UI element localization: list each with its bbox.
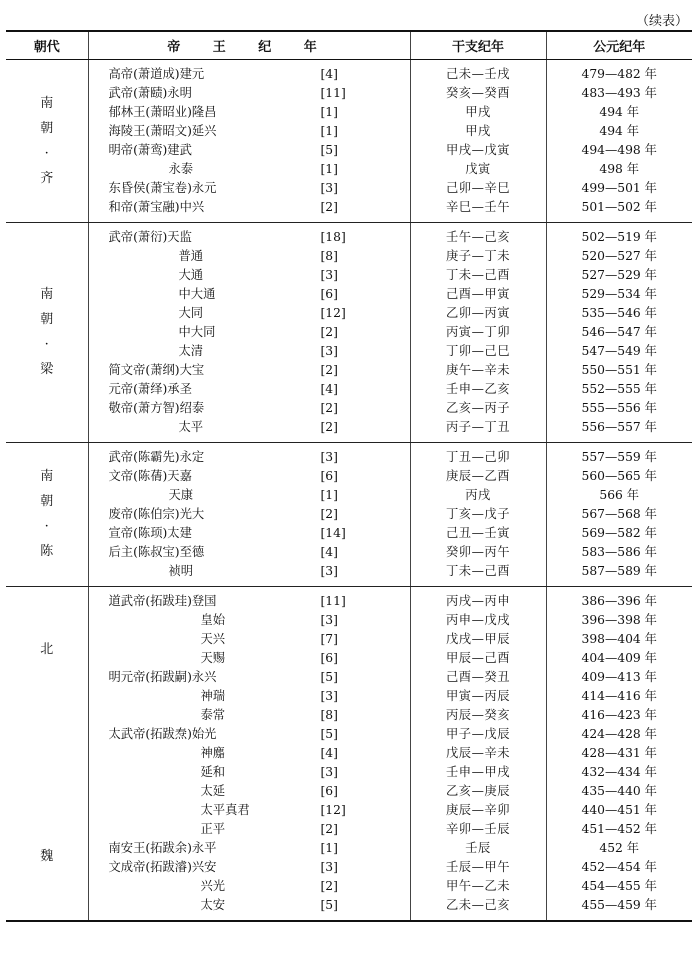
reign-years: [5] <box>320 898 338 912</box>
reign-line <box>89 839 410 858</box>
reign-line <box>89 361 410 380</box>
reign-line <box>89 84 410 103</box>
reign-line <box>89 141 410 160</box>
reign-years: [2] <box>320 822 338 836</box>
reign-years: [1] <box>320 841 338 855</box>
reign-years: [12] <box>320 306 346 320</box>
reign-line <box>89 198 410 217</box>
ganzhi-value: 壬辰—甲午 <box>446 860 510 874</box>
dynasty-char: 朝 <box>40 312 54 327</box>
header-ad: 公元纪年 <box>546 31 692 60</box>
ganzhi-value: 己未—壬戌 <box>446 67 510 81</box>
ad-value: 494 年 <box>599 124 640 138</box>
ganzhi-value: 壬申—甲戌 <box>446 765 510 779</box>
ganzhi-value: 壬午—己亥 <box>446 230 510 244</box>
ad-value: 502—519 年 <box>581 230 657 244</box>
reign-line <box>89 649 410 668</box>
ad-value: 432—434 年 <box>581 765 657 779</box>
ad-value: 587—589 年 <box>581 564 657 578</box>
reign-line <box>89 706 410 725</box>
reign-years: [3] <box>320 765 338 779</box>
ad-value: 520—527 年 <box>581 249 657 263</box>
ad-value: 583—586 年 <box>581 545 657 559</box>
reign-name: 明帝(萧鸾)建武 <box>108 143 192 157</box>
ganzhi-value: 己卯—辛巳 <box>446 181 510 195</box>
reign-line <box>89 65 410 84</box>
reign-line <box>89 562 410 581</box>
ad-value: 452—454 年 <box>581 860 657 874</box>
reign-name: 和帝(萧宝融)中兴 <box>108 200 205 214</box>
dynasty-char: · <box>44 519 49 534</box>
reign-table <box>6 30 692 922</box>
reign-name: 普通 <box>178 249 204 263</box>
ganzhi-value: 壬辰 <box>465 841 491 855</box>
ad-value: 501—502 年 <box>581 200 657 214</box>
ganzhi-value: 丁丑—己卯 <box>446 450 510 464</box>
ad-value: 396—398 年 <box>581 613 657 627</box>
ganzhi-value: 丁未—己酉 <box>446 564 510 578</box>
reign-name: 天赐 <box>200 651 226 665</box>
reign-name: 武帝(萧衍)天监 <box>108 230 192 244</box>
ganzhi-value: 甲子—戊辰 <box>446 727 510 741</box>
dynasty-char: 朝 <box>40 120 54 136</box>
dynasty-group <box>6 60 692 223</box>
reign-line <box>89 687 410 706</box>
reign-name: 东昏侯(萧宝卷)永元 <box>108 181 217 195</box>
reign-years: [6] <box>320 287 338 301</box>
dynasty-char: 陈 <box>40 544 54 559</box>
ganzhi-value: 甲戌—戊寅 <box>446 143 510 157</box>
ganzhi-value: 甲午—乙未 <box>446 879 510 893</box>
ad-value: 494 年 <box>599 105 640 119</box>
ad-cell <box>546 223 692 443</box>
dynasty-char: · <box>44 337 49 352</box>
reign-line <box>89 524 410 543</box>
reign-name: 后主(陈叔宝)至德 <box>108 545 205 559</box>
reign-line <box>89 285 410 304</box>
ad-value: 483—493 年 <box>581 86 657 100</box>
ad-value: 535—546 年 <box>581 306 657 320</box>
header-reign: 帝 王 纪 年 <box>88 31 410 60</box>
reign-years: [3] <box>320 689 338 703</box>
reign-years: [3] <box>320 860 338 874</box>
reign-line <box>89 801 410 820</box>
ganzhi-value: 庚辰—乙酉 <box>446 469 510 483</box>
ad-value: 416—423 年 <box>581 708 657 722</box>
reign-years: [3] <box>320 613 338 627</box>
ganzhi-value: 丙戌 <box>465 488 491 502</box>
reign-line <box>89 247 410 266</box>
reign-line <box>89 820 410 839</box>
dynasty-group <box>6 587 692 922</box>
reign-line <box>89 763 410 782</box>
ad-value: 566 年 <box>599 488 640 502</box>
dynasty-group <box>6 443 692 587</box>
ganzhi-value: 己丑—壬寅 <box>446 526 510 540</box>
reign-years: [7] <box>320 632 338 646</box>
reign-name: 文成帝(拓跋濬)兴安 <box>108 860 217 874</box>
reign-name: 高帝(萧道成)建元 <box>108 67 205 81</box>
reign-line <box>89 304 410 323</box>
ad-value: 451—452 年 <box>581 822 657 836</box>
dynasty-cell <box>6 60 88 223</box>
reign-line <box>89 896 410 915</box>
ganzhi-value: 己酉—癸丑 <box>446 670 510 684</box>
reign-years: [5] <box>320 727 338 741</box>
reign-line <box>89 228 410 247</box>
reign-years: [1] <box>320 105 338 119</box>
reign-line <box>89 467 410 486</box>
dynasty-char: 梁 <box>40 362 54 377</box>
ad-value: 552—555 年 <box>581 382 657 396</box>
reign-cell <box>88 223 410 443</box>
reign-cell <box>88 587 410 922</box>
header-row <box>6 31 692 60</box>
ad-value: 556—557 年 <box>581 420 657 434</box>
reign-name: 天兴 <box>200 632 226 646</box>
ganzhi-value: 丙寅—丁卯 <box>446 325 510 339</box>
reign-years: [2] <box>320 879 338 893</box>
table-body <box>6 60 692 922</box>
reign-years: [2] <box>320 507 338 521</box>
reign-name: 太武帝(拓跋焘)始光 <box>108 727 217 741</box>
reign-line <box>89 505 410 524</box>
reign-name: 泰常 <box>200 708 226 722</box>
reign-name: 郁林王(萧昭业)隆昌 <box>108 105 217 119</box>
reign-name: 延和 <box>200 765 226 779</box>
ganzhi-value: 乙亥—丙子 <box>446 401 510 415</box>
continued-label: （续表） <box>635 14 688 29</box>
header-dynasty: 朝代 <box>6 31 88 60</box>
reign-name: 南安王(拓跋余)永平 <box>108 841 217 855</box>
ad-value: 527—529 年 <box>581 268 657 282</box>
reign-cell <box>88 60 410 223</box>
dynasty-char: 南 <box>40 95 54 111</box>
ad-value: 567—568 年 <box>581 507 657 521</box>
reign-line <box>89 418 410 437</box>
reign-name: 神瑞 <box>200 689 226 703</box>
reign-name: 太平 <box>178 420 204 434</box>
reign-years: [5] <box>320 670 338 684</box>
reign-name: 简文帝(萧纲)大宝 <box>108 363 205 377</box>
reign-years: [2] <box>320 325 338 339</box>
reign-years: [3] <box>320 450 338 464</box>
reign-line <box>89 323 410 342</box>
reign-years: [12] <box>320 803 346 817</box>
ad-value: 499—501 年 <box>581 181 657 195</box>
ad-value: 569—582 年 <box>581 526 657 540</box>
ganzhi-value: 丁未—己酉 <box>446 268 510 282</box>
ad-value: 414—416 年 <box>581 689 657 703</box>
ad-cell <box>546 60 692 223</box>
reign-name: 文帝(陈蒨)天嘉 <box>108 469 192 483</box>
ad-value: 546—547 年 <box>581 325 657 339</box>
reign-name: 神䴥 <box>200 746 226 760</box>
ad-value: 428—431 年 <box>581 746 657 760</box>
reign-name: 正平 <box>200 822 226 836</box>
ad-value: 550—551 年 <box>581 363 657 377</box>
reign-name: 太清 <box>178 344 204 358</box>
ganzhi-value: 戊辰—辛未 <box>446 746 510 760</box>
reign-name: 大通 <box>178 268 204 282</box>
reign-years: [4] <box>320 67 338 81</box>
ad-value: 555—556 年 <box>581 401 657 415</box>
ad-value: 452 年 <box>599 841 640 855</box>
ganzhi-value: 甲辰—己酉 <box>446 651 510 665</box>
ganzhi-value: 壬申—乙亥 <box>446 382 510 396</box>
reign-name: 兴光 <box>200 879 226 893</box>
ad-value: 479—482 年 <box>581 67 657 81</box>
dynasty-char: 南 <box>40 287 54 302</box>
reign-years: [11] <box>320 594 346 608</box>
ad-value: 409—413 年 <box>581 670 657 684</box>
reign-name: 永泰 <box>168 162 194 176</box>
reign-line <box>89 592 410 611</box>
ganzhi-value: 甲戌 <box>465 105 491 119</box>
reign-name: 太安 <box>200 898 226 912</box>
reign-years: [2] <box>320 420 338 434</box>
reign-line <box>89 543 410 562</box>
reign-years: [6] <box>320 651 338 665</box>
ad-value: 547—549 年 <box>581 344 657 358</box>
dynasty-group <box>6 223 692 443</box>
ganzhi-value: 戊寅 <box>465 162 491 176</box>
reign-name: 祯明 <box>168 564 194 578</box>
ganzhi-value: 庚午—辛未 <box>446 363 510 377</box>
ad-value: 398—404 年 <box>581 632 657 646</box>
reign-name: 武帝(萧赜)永明 <box>108 86 192 100</box>
reign-years: [11] <box>320 86 346 100</box>
reign-line <box>89 611 410 630</box>
reign-years: [6] <box>320 784 338 798</box>
reign-line <box>89 399 410 418</box>
reign-name: 皇始 <box>200 613 226 627</box>
header-ganzhi: 干支纪年 <box>410 31 546 60</box>
ad-value: 386—396 年 <box>581 594 657 608</box>
reign-years: [4] <box>320 545 338 559</box>
dynasty-cell <box>6 443 88 587</box>
reign-years: [3] <box>320 181 338 195</box>
ganzhi-value: 丙辰—癸亥 <box>446 708 510 722</box>
ad-value: 404—409 年 <box>581 651 657 665</box>
reign-years: [1] <box>320 124 338 138</box>
ad-value: 529—534 年 <box>581 287 657 301</box>
reign-line <box>89 668 410 687</box>
reign-years: [3] <box>320 268 338 282</box>
ad-value: 440—451 年 <box>581 803 657 817</box>
ganzhi-value: 庚辰—辛卯 <box>446 803 510 817</box>
dynasty-char: 南 <box>40 469 54 484</box>
reign-years: [6] <box>320 469 338 483</box>
reign-years: [14] <box>320 526 346 540</box>
ganzhi-value: 辛巳—壬午 <box>446 200 510 214</box>
reign-years: [8] <box>320 249 338 263</box>
reign-name: 元帝(萧绎)承圣 <box>108 382 192 396</box>
ganzhi-value: 乙未—己亥 <box>446 898 510 912</box>
reign-name: 中大通 <box>178 287 216 301</box>
ganzhi-value: 甲寅—丙辰 <box>446 689 510 703</box>
ganzhi-cell <box>410 443 546 587</box>
ganzhi-value: 乙亥—庚辰 <box>446 784 510 798</box>
ganzhi-value: 乙卯—丙寅 <box>446 306 510 320</box>
reign-line <box>89 782 410 801</box>
reign-name: 大同 <box>178 306 204 320</box>
ad-value: 454—455 年 <box>581 879 657 893</box>
reign-line <box>89 744 410 763</box>
ad-value: 498 年 <box>599 162 640 176</box>
reign-years: [18] <box>320 230 346 244</box>
ganzhi-value: 辛卯—壬辰 <box>446 822 510 836</box>
reign-name: 废帝(陈伯宗)光大 <box>108 507 205 521</box>
reign-line <box>89 877 410 896</box>
dynasty-char: 朝 <box>40 494 54 509</box>
reign-line <box>89 179 410 198</box>
reign-years: [2] <box>320 200 338 214</box>
ad-cell <box>546 443 692 587</box>
reign-years: [3] <box>320 344 338 358</box>
reign-line <box>89 122 410 141</box>
dynasty-char: 魏 <box>40 848 54 864</box>
reign-years: [3] <box>320 564 338 578</box>
reign-line <box>89 103 410 122</box>
dynasty-char: 北 <box>40 642 54 658</box>
reign-name: 明元帝(拓跋嗣)永兴 <box>108 670 217 684</box>
reign-line <box>89 486 410 505</box>
reign-line <box>89 342 410 361</box>
reign-line <box>89 266 410 285</box>
ganzhi-cell <box>410 223 546 443</box>
ganzhi-value: 丙申—戊戌 <box>446 613 510 627</box>
ganzhi-cell <box>410 587 546 922</box>
ganzhi-value: 丁亥—戊子 <box>446 507 510 521</box>
reign-name: 天康 <box>168 488 194 502</box>
ganzhi-value: 癸亥—癸酉 <box>446 86 510 100</box>
reign-years: [5] <box>320 143 338 157</box>
reign-line <box>89 380 410 399</box>
reign-years: [1] <box>320 488 338 502</box>
reign-years: [4] <box>320 746 338 760</box>
ad-value: 455—459 年 <box>581 898 657 912</box>
dynasty-cell <box>6 223 88 443</box>
ganzhi-value: 戊戌—甲辰 <box>446 632 510 646</box>
reign-name: 太平真君 <box>200 803 250 817</box>
reign-line <box>89 858 410 877</box>
reign-years: [8] <box>320 708 338 722</box>
ganzhi-value: 丁卯—己巳 <box>446 344 510 358</box>
reign-years: [2] <box>320 363 338 377</box>
reign-name: 道武帝(拓跋珪)登国 <box>108 594 217 608</box>
reign-name: 海陵王(萧昭文)延兴 <box>108 124 217 138</box>
ganzhi-value: 甲戌 <box>465 124 491 138</box>
reign-line <box>89 725 410 744</box>
ad-value: 435—440 年 <box>581 784 657 798</box>
reign-name: 太延 <box>200 784 226 798</box>
reign-years: [2] <box>320 401 338 415</box>
reign-line <box>89 630 410 649</box>
dynasty-cell <box>6 587 88 922</box>
ganzhi-value: 癸卯—丙午 <box>446 545 510 559</box>
reign-years: [1] <box>320 162 338 176</box>
reign-cell <box>88 443 410 587</box>
ganzhi-value: 丙子—丁丑 <box>446 420 510 434</box>
reign-name: 中大同 <box>178 325 216 339</box>
ganzhi-value: 丙戌—丙申 <box>446 594 510 608</box>
dynasty-char: · <box>44 145 49 161</box>
dynasty-char: 齐 <box>40 170 54 186</box>
ad-value: 424—428 年 <box>581 727 657 741</box>
reign-line <box>89 160 410 179</box>
ad-value: 494—498 年 <box>581 143 657 157</box>
reign-name: 武帝(陈霸先)永定 <box>108 450 205 464</box>
ad-cell <box>546 587 692 922</box>
ganzhi-value: 庚子—丁未 <box>446 249 510 263</box>
reign-name: 宣帝(陈顼)太建 <box>108 526 192 540</box>
ganzhi-cell <box>410 60 546 223</box>
reign-years: [4] <box>320 382 338 396</box>
reign-line <box>89 448 410 467</box>
ad-value: 557—559 年 <box>581 450 657 464</box>
ad-value: 560—565 年 <box>581 469 657 483</box>
ganzhi-value: 己酉—甲寅 <box>446 287 510 301</box>
reign-name: 敬帝(萧方智)绍泰 <box>108 401 205 415</box>
